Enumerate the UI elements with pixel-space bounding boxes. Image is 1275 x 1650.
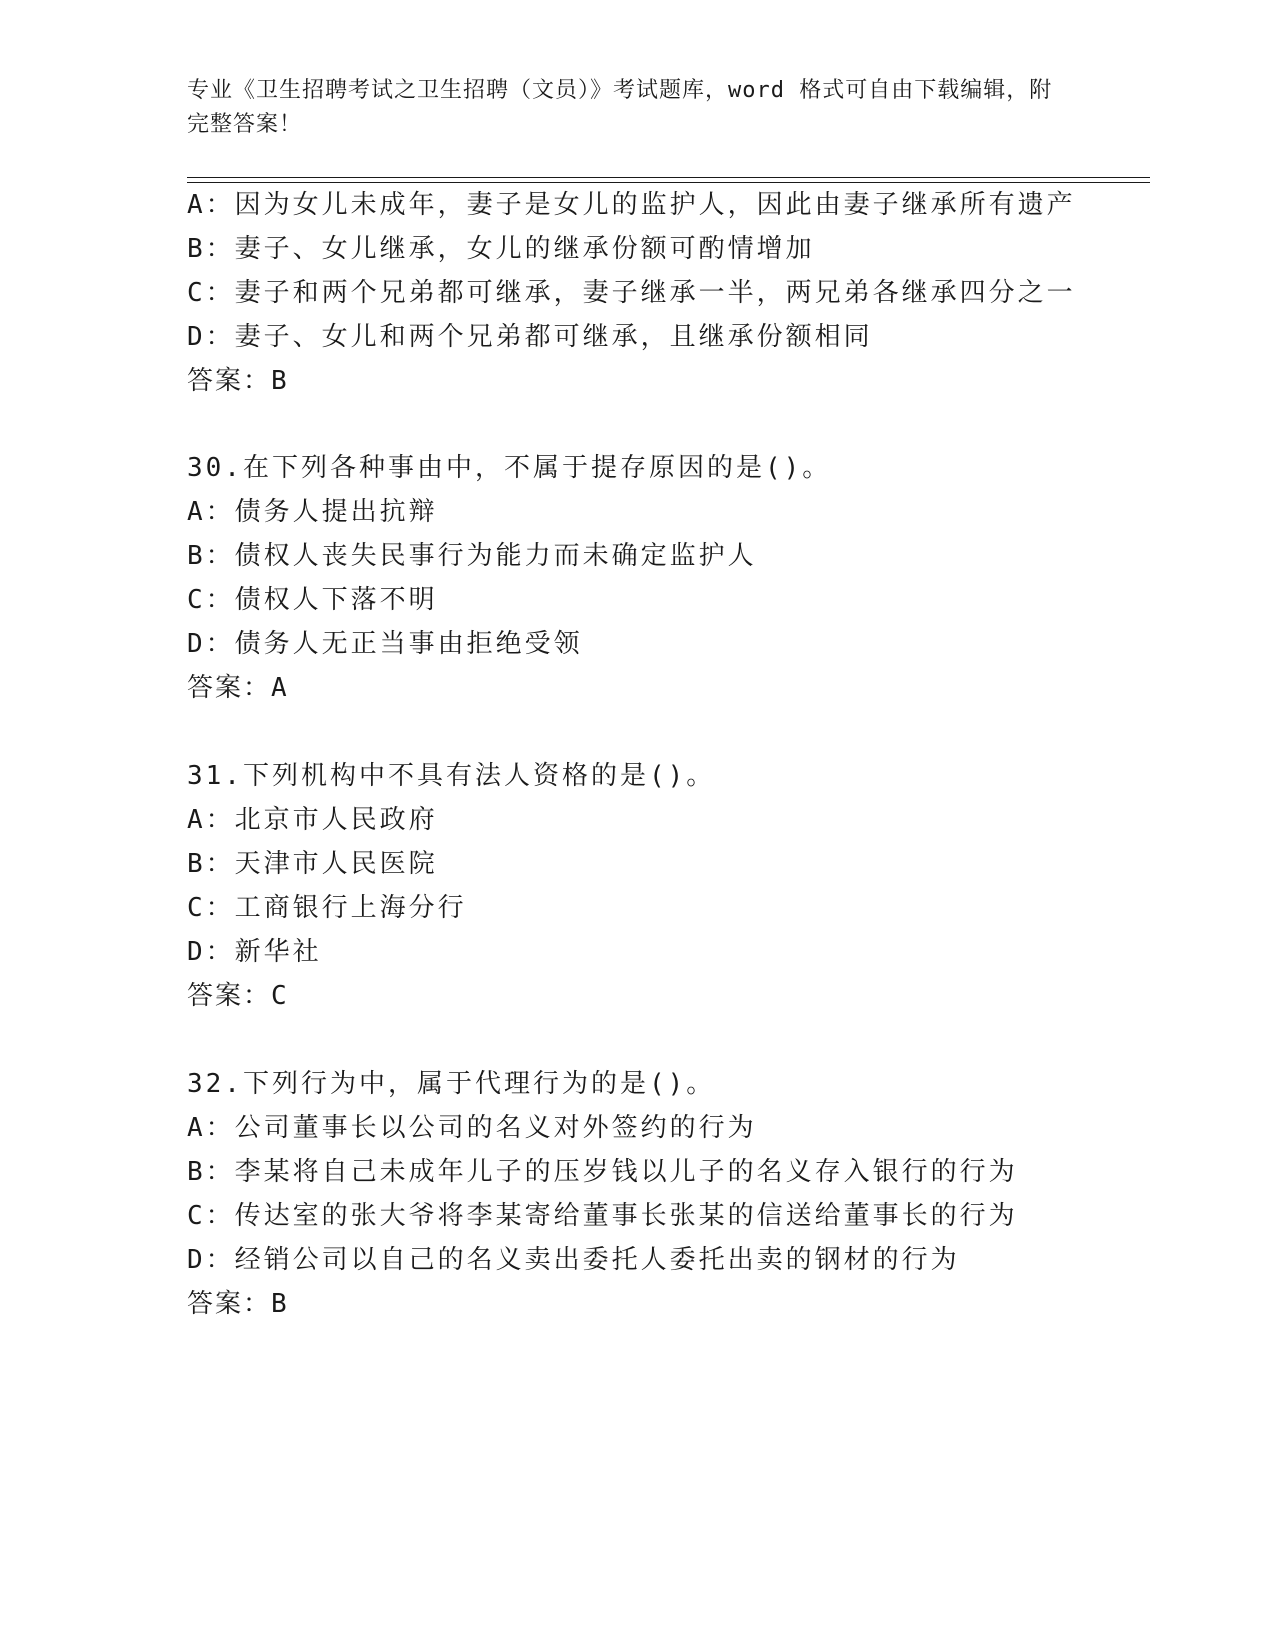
option-a: A：债务人提出抗辩	[187, 497, 438, 527]
option-a: A：北京市人民政府	[187, 805, 438, 835]
answer-label: 答案：	[187, 673, 272, 703]
prev-option-c: C：妻子和两个兄弟都可继承，妻子继承一半，两兄弟各继承四分之一	[187, 278, 1076, 308]
option-c: C：工商银行上海分行	[187, 893, 467, 923]
prev-answer	[187, 359, 287, 403]
question-stem: 32.下列行为中，属于代理行为的是()。	[187, 1069, 716, 1099]
option-b: B：天津市人民医院	[187, 849, 438, 879]
option-a: A：公司董事长以公司的名义对外签约的行为	[187, 1113, 757, 1143]
option-c: C：债权人下落不明	[187, 585, 438, 615]
header-divider-top	[187, 177, 1150, 178]
option-d: D：新华社	[187, 937, 322, 967]
prev-option-a: A：因为女儿未成年，妻子是女儿的监护人，因此由妻子继承所有遗产	[187, 190, 1076, 220]
answer-value: B	[271, 366, 287, 396]
option-b: B：债权人丧失民事行为能力而未确定监护人	[187, 541, 757, 571]
document-header: 专业《卫生招聘考试之卫生招聘（文员）》考试题库，word 格式可自由下载编辑，附完整答案！	[187, 78, 1053, 137]
answer-label: 答案：	[187, 1289, 272, 1319]
question-answer	[187, 974, 287, 1018]
prev-option-b: B：妻子、女儿继承，女儿的继承份额可酌情增加	[187, 234, 815, 264]
question-answer	[187, 666, 287, 710]
option-b: B：李某将自己未成年儿子的压岁钱以儿子的名义存入银行的行为	[187, 1157, 1018, 1187]
prev-option-d: D：妻子、女儿和两个兄弟都可继承，且继承份额相同	[187, 322, 873, 352]
question-stem: 31.下列机构中不具有法人资格的是()。	[187, 761, 716, 791]
question-answer	[187, 1282, 287, 1326]
answer-value: A	[271, 673, 287, 703]
option-d: D：经销公司以自己的名义卖出委托人委托出卖的钢材的行为	[187, 1245, 960, 1275]
option-c: C：传达室的张大爷将李某寄给董事长张某的信送给董事长的行为	[187, 1201, 1018, 1231]
answer-label: 答案：	[187, 366, 272, 396]
answer-label: 答案：	[187, 981, 272, 1011]
answer-value: C	[271, 981, 287, 1011]
option-d: D：债务人无正当事由拒绝受领	[187, 629, 583, 659]
answer-value: B	[271, 1289, 287, 1319]
question-stem: 30.在下列各种事由中，不属于提存原因的是()。	[187, 453, 832, 483]
